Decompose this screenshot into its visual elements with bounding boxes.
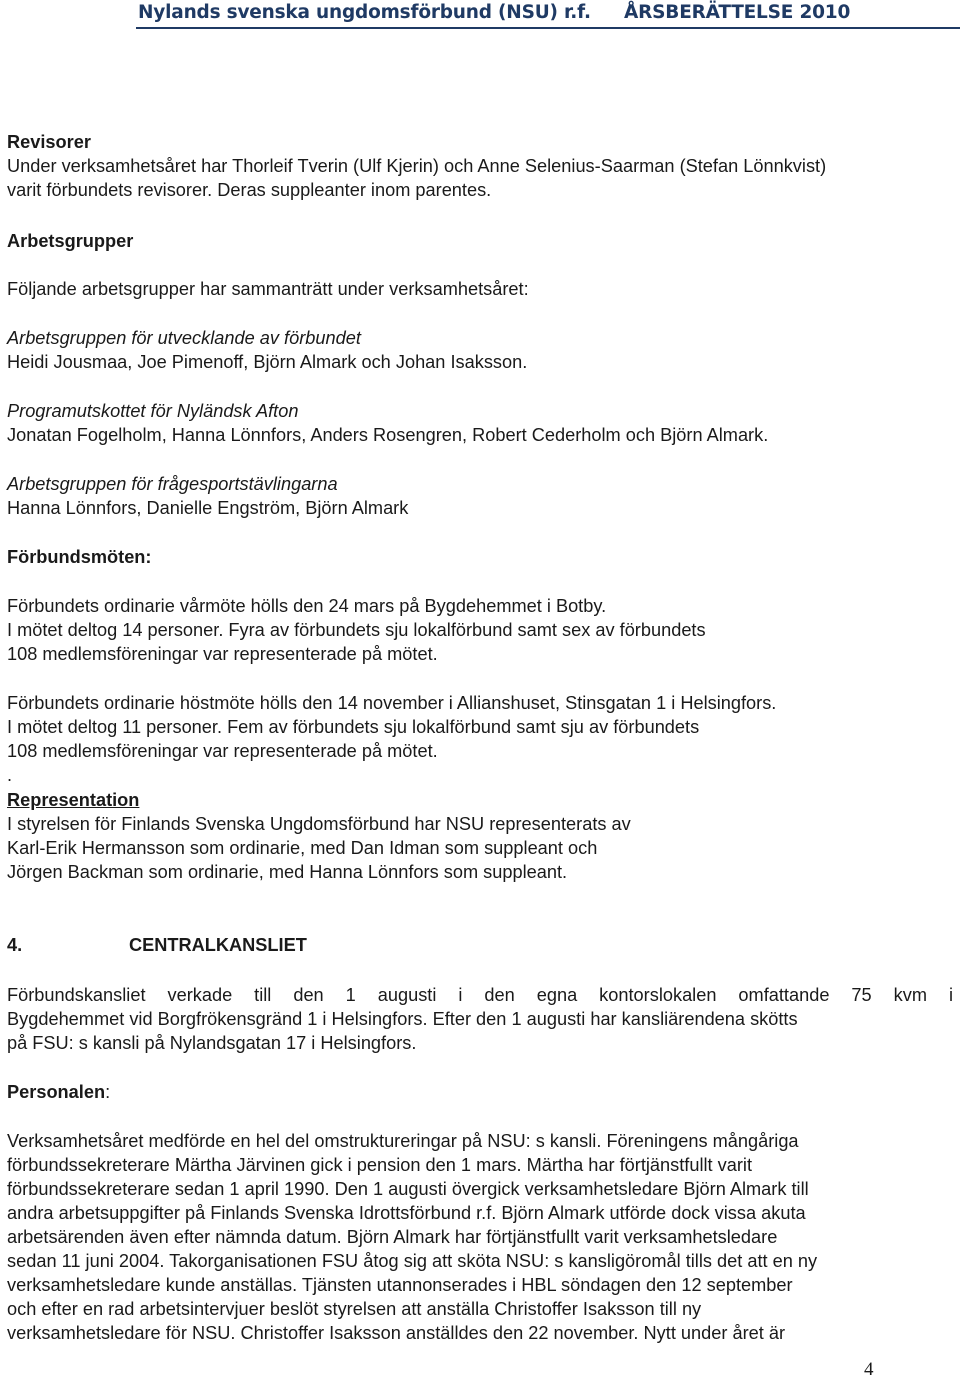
heading-revisorer: Revisorer <box>7 132 91 152</box>
heading-representation: Representation <box>7 790 140 810</box>
paragraph-varmote <box>7 594 953 666</box>
text-line: verksamhetsledare kunde anställas. Tjänsten utannonserades i HBL söndagen den 12 september <box>7 1275 793 1295</box>
text-line: I mötet deltog 11 personer. Fem av förbundets sju lokalförbund samt sju av förbundets <box>7 717 700 737</box>
heading-personalen-title: Personalen <box>7 1082 106 1102</box>
paragraph-personalen <box>7 1129 953 1345</box>
heading-personalen <box>7 1080 953 1104</box>
text-line: andra arbetsuppgifter på Finlands Svenska Idrottsförbund r.f. Björn Almark utförde dock vissa akuta <box>7 1203 806 1223</box>
text-line: Jörgen Backman som ordinarie, med Hanna Lönnfors som suppleant. <box>7 862 568 882</box>
text-line: Förbundets ordinarie höstmöte hölls den 14 november i Allianshuset, Stinsgatan 1 i Helsingfors. <box>7 693 777 713</box>
header-report-title: ÅRSBERÄTTELSE 2010 <box>624 2 851 23</box>
group-nylandsk-afton <box>7 399 953 447</box>
text-line: Förbundskansliet verkade till den 1 augusti i den egna kontorslokalen omfattande 75 kvm i <box>7 985 953 1005</box>
text-line: Bygdehemmet vid Borgfrökensgränd 1 i Helsingfors. Efter den 1 augusti har kansliärendena skötts <box>7 1009 798 1029</box>
text-line: Under verksamhetsåret har Thorleif Tverin (Ulf Kjerin) och Anne Selenius-Saarman (Stefan Lönnkvist) <box>7 156 827 176</box>
group-fragesport <box>7 472 953 520</box>
header-rule <box>136 27 960 29</box>
text-line: på FSU: s kansli på Nylandsgatan 17 i Helsingfors. <box>7 1033 417 1053</box>
stray-dot: . <box>7 765 13 785</box>
text-line: varit förbundets revisorer. Deras suppleanter inom parentes. <box>7 180 492 200</box>
group-name: Arbetsgruppen för frågesportstävlingarna <box>7 474 338 494</box>
text-line: 108 medlemsföreningar var representerade på mötet. <box>7 644 438 664</box>
text-line: Förbundets ordinarie vårmöte hölls den 24 mars på Bygdehemmet i Botby. <box>7 596 607 616</box>
group-name: Programutskottet för Nyländsk Afton <box>7 401 299 421</box>
text-line: I mötet deltog 14 personer. Fyra av förbundets sju lokalförbund samt sex av förbundets <box>7 620 706 640</box>
group-name: Arbetsgruppen för utvecklande av förbundet <box>7 328 361 348</box>
text-line: arbetsärenden även efter nämnda datum. Björn Almark har förtjänstfullt varit verksamhetsledare <box>7 1227 778 1247</box>
text-line: I styrelsen för Finlands Svenska Ungdomsförbund har NSU representerats av <box>7 814 631 834</box>
text-line: förbundssekreterare Märtha Järvinen gick i pension den 1 mars. Märtha har förtjänstfullt varit <box>7 1155 753 1175</box>
section-number: 4. <box>7 935 23 955</box>
text-line: Verksamhetsåret medförde en hel del omstruktureringar på NSU: s kansli. Föreningens mångåriga <box>7 1131 799 1151</box>
heading-arbetsgrupper: Arbetsgrupper <box>7 231 134 251</box>
section-title: CENTRALKANSLIET <box>129 935 307 955</box>
group-members: Jonatan Fogelholm, Hanna Lönnfors, Anders Rosengren, Robert Cederholm och Björn Almark. <box>7 425 769 445</box>
arbetsgrupper-intro <box>7 277 953 301</box>
section-personalen <box>7 1080 953 1104</box>
heading-forbundsmoten: Förbundsmöten: <box>7 547 152 567</box>
text-line: förbundssekreterare sedan 1 april 1990. Den 1 augusti övergick verksamhetsledare Björn Almark till <box>7 1179 809 1199</box>
paragraph-hostmote <box>7 691 953 787</box>
text-line: och efter en rad arbetsintervjuer beslöt styrelsen att anställa Christoffer Isaksson till ny <box>7 1299 702 1319</box>
text-line: Följande arbetsgrupper har sammanträtt under verksamhetsåret: <box>7 279 529 299</box>
heading-centralkansliet <box>7 933 953 957</box>
section-centralkansliet <box>7 933 953 957</box>
group-members: Hanna Lönnfors, Danielle Engström, Björn Almark <box>7 498 409 518</box>
section-representation <box>7 788 953 884</box>
page-number: 4 <box>864 1359 874 1380</box>
heading-personalen-colon: : <box>105 1082 111 1102</box>
section-revisorer <box>7 130 953 202</box>
text-line: 108 medlemsföreningar var representerade på mötet. <box>7 741 438 761</box>
group-members: Heidi Jousmaa, Joe Pimenoff, Björn Almark och Johan Isaksson. <box>7 352 528 372</box>
page-header <box>0 0 960 30</box>
text-line: sedan 11 juni 2004. Takorganisationen FSU åtog sig att sköta NSU: s kansligöromål tills det att en ny <box>7 1251 818 1271</box>
header-organization: Nylands svenska ungdomsförbund (NSU) r.f. <box>138 2 591 23</box>
paragraph-kansli <box>7 983 953 1055</box>
group-utvecklande <box>7 326 953 374</box>
text-line: Karl-Erik Hermansson som ordinarie, med Dan Idman som suppleant och <box>7 838 598 858</box>
text-line: verksamhetsledare för NSU. Christoffer Isaksson anställdes den 22 november. Nytt under året är <box>7 1323 786 1343</box>
section-arbetsgrupper <box>7 229 953 253</box>
section-forbundsmoten <box>7 545 953 569</box>
